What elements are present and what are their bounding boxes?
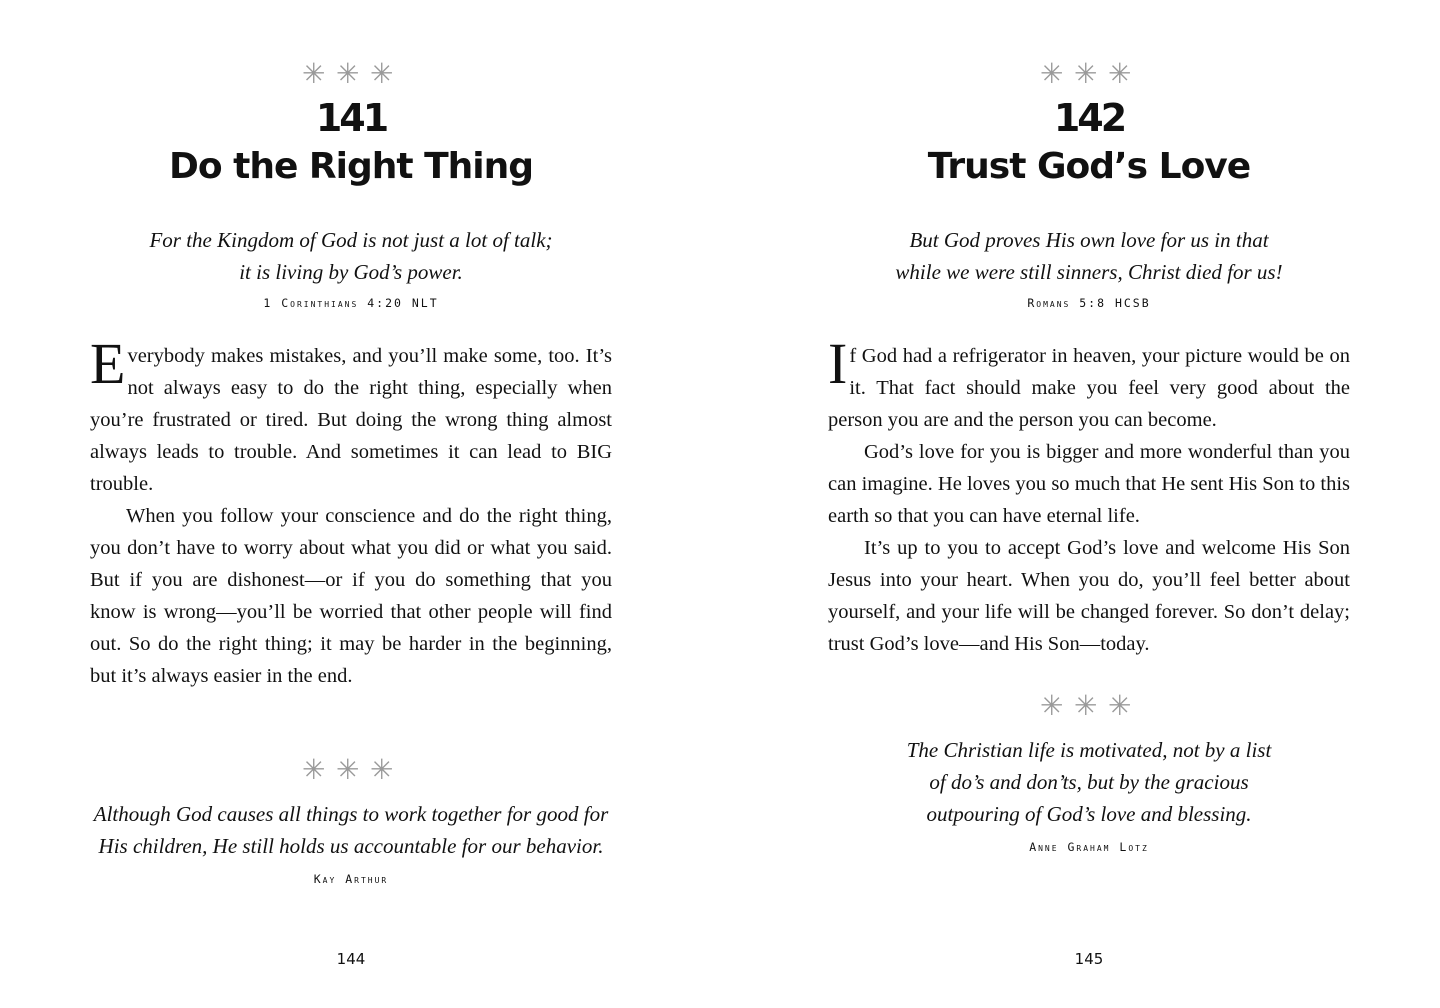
- devotion-number: 141: [315, 96, 387, 140]
- asterisk-ornament-icon: ✳: [1108, 689, 1132, 722]
- drop-cap: I: [828, 331, 848, 396]
- drop-cap: E: [90, 331, 126, 396]
- ornament-stars: [828, 57, 1350, 90]
- closing-quote: [818, 734, 1360, 830]
- quote-line: Although God causes all things to work together for good for: [93, 802, 609, 826]
- body-text: [90, 331, 612, 692]
- scripture-reference: 1 Corinthians 4:20 NLT: [263, 296, 439, 310]
- epigraph-line: For the Kingdom of God is not just a lot of talk;: [149, 228, 553, 252]
- asterisk-ornament-icon: ✳: [1074, 57, 1098, 90]
- quote-line: of do’s and don’ts, but by the gracious: [929, 770, 1249, 794]
- paragraph: [828, 331, 1350, 436]
- body-text: [828, 331, 1350, 660]
- epigraph-line: But God proves His own love for us in that: [909, 228, 1269, 252]
- quote-line: His children, He still holds us accountable for our behavior.: [98, 834, 604, 858]
- asterisk-ornament-icon: ✳: [302, 57, 326, 90]
- devotion-title: Trust God’s Love: [927, 146, 1251, 187]
- epigraph-line: while we were still sinners, Christ died for us!: [895, 260, 1283, 284]
- quote-line: The Christian life is motivated, not by a list: [906, 738, 1272, 762]
- epigraph-line: it is living by God’s power.: [239, 260, 463, 284]
- ornament-stars: [90, 753, 612, 786]
- epigraph: [828, 224, 1350, 288]
- asterisk-ornament-icon: ✳: [370, 57, 394, 90]
- paragraph: God’s love for you is bigger and more wonderful than you can imagine. He loves you so much that He sent His Son to this earth so that you can have eternal life.: [828, 441, 1350, 527]
- asterisk-ornament-icon: ✳: [370, 753, 394, 786]
- asterisk-ornament-icon: ✳: [1040, 57, 1064, 90]
- devotion-number: 142: [1053, 96, 1125, 140]
- page-number: 145: [1074, 950, 1104, 968]
- right-page: [828, 0, 1350, 1008]
- quote-author: Kay Arthur: [313, 872, 389, 886]
- paragraph-text: verybody makes mistakes, and you’ll make some, too. It’s not always easy to do the right thing, especially when you’re frustrated or tired. But doing the wrong thing almost always leads to trouble. And sometimes it can lead to BIG trouble.: [90, 345, 612, 495]
- paragraph: [90, 331, 612, 500]
- devotion-title: Do the Right Thing: [168, 146, 534, 187]
- quote-author: Anne Graham Lotz: [1029, 840, 1149, 854]
- epigraph: [90, 224, 612, 288]
- closing-quote: [80, 798, 622, 862]
- asterisk-ornament-icon: ✳: [336, 57, 360, 90]
- asterisk-ornament-icon: ✳: [1108, 57, 1132, 90]
- left-page: [90, 0, 612, 1008]
- paragraph-text: f God had a refrigerator in heaven, your picture would be on it. That fact should make you feel very good about the person you are and the person you can become.: [828, 345, 1350, 431]
- scripture-reference: Romans 5:8 HCSB: [1027, 296, 1151, 310]
- ornament-stars: [90, 57, 612, 90]
- page-number: 144: [336, 950, 366, 968]
- asterisk-ornament-icon: ✳: [1074, 689, 1098, 722]
- quote-line: outpouring of God’s love and blessing.: [926, 802, 1252, 826]
- paragraph: When you follow your conscience and do the right thing, you don’t have to worry about what you did or what you said. But if you are dishonest—or if you do something that you know is wrong—you’ll be worried that other people will find out. So do the right thing; it may be harder in the beginning, but it’s always easier in the end.: [90, 505, 612, 687]
- asterisk-ornament-icon: ✳: [336, 753, 360, 786]
- paragraph: It’s up to you to accept God’s love and welcome His Son Jesus into your heart. When you do, you’ll feel better about yourself, and your life will be changed forever. So don’t delay; trust God’s love—and His Son—today.: [828, 537, 1350, 655]
- ornament-stars: [828, 689, 1350, 722]
- asterisk-ornament-icon: ✳: [1040, 689, 1064, 722]
- asterisk-ornament-icon: ✳: [302, 753, 326, 786]
